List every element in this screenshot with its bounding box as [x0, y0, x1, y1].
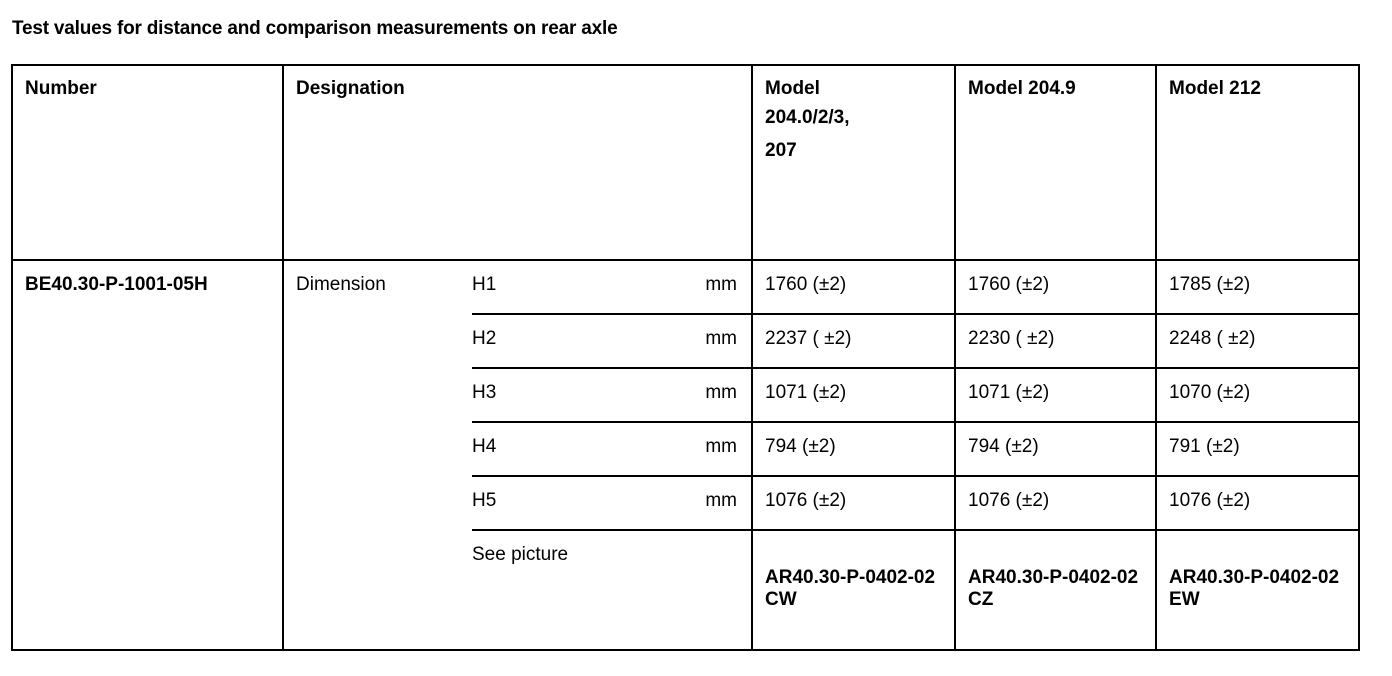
- dimension-code: H1: [472, 260, 621, 314]
- dimension-unit: mm: [621, 422, 752, 476]
- dimension-label: Dimension: [283, 260, 472, 650]
- header-model-204-0-line3: 207: [765, 140, 797, 161]
- dimension-code: H4: [472, 422, 621, 476]
- value-model-204-9: 1076 (±2): [955, 476, 1156, 530]
- header-model-204-0-line1: Model: [765, 78, 820, 99]
- picture-ref-model-212-code: AR40.30-P-0402-02: [1169, 567, 1340, 588]
- dimension-unit: mm: [621, 476, 752, 530]
- picture-ref-model-204-9: [955, 530, 1156, 650]
- header-model-204-0: [752, 65, 955, 260]
- value-model-204-0: 794 (±2): [752, 422, 955, 476]
- picture-ref-model-204-0: [752, 530, 955, 650]
- see-picture-label: See picture: [472, 530, 752, 650]
- dimension-unit: mm: [621, 260, 752, 314]
- value-model-204-0: 2237 ( ±2): [752, 314, 955, 368]
- value-model-212: 1076 (±2): [1156, 476, 1359, 530]
- number-cell: BE40.30-P-1001-05H: [12, 260, 283, 650]
- table-row-h1: [12, 260, 1359, 314]
- header-model-212: Model 212: [1156, 65, 1359, 260]
- document-title: Test values for distance and comparison measurements on rear axle: [12, 18, 618, 39]
- value-model-212: 791 (±2): [1156, 422, 1359, 476]
- value-model-212: 1070 (±2): [1156, 368, 1359, 422]
- header-model-204-0-line2: 204.0/2/3,: [765, 107, 850, 128]
- value-model-204-0: 1076 (±2): [752, 476, 955, 530]
- value-model-204-9: 1760 (±2): [955, 260, 1156, 314]
- dimension-unit: mm: [621, 314, 752, 368]
- test-values-table: [11, 64, 1360, 651]
- picture-ref-model-204-0-code: AR40.30-P-0402-02: [765, 567, 936, 588]
- picture-ref-model-212: [1156, 530, 1359, 650]
- dimension-unit: mm: [621, 368, 752, 422]
- picture-ref-model-204-0-suffix: CW: [765, 589, 797, 610]
- header-model-204-9: Model 204.9: [955, 65, 1156, 260]
- value-model-204-9: 794 (±2): [955, 422, 1156, 476]
- picture-ref-model-212-suffix: EW: [1169, 589, 1200, 610]
- value-model-204-0: 1071 (±2): [752, 368, 955, 422]
- dimension-code: H5: [472, 476, 621, 530]
- picture-ref-model-204-9-code: AR40.30-P-0402-02: [968, 567, 1139, 588]
- value-model-212: 2248 ( ±2): [1156, 314, 1359, 368]
- header-designation: Designation: [283, 65, 752, 260]
- value-model-204-0: 1760 (±2): [752, 260, 955, 314]
- picture-ref-model-204-9-suffix: CZ: [968, 589, 994, 610]
- header-row: [12, 65, 1359, 260]
- dimension-code: H2: [472, 314, 621, 368]
- value-model-204-9: 1071 (±2): [955, 368, 1156, 422]
- dimension-code: H3: [472, 368, 621, 422]
- header-number: Number: [12, 65, 283, 260]
- value-model-204-9: 2230 ( ±2): [955, 314, 1156, 368]
- value-model-212: 1785 (±2): [1156, 260, 1359, 314]
